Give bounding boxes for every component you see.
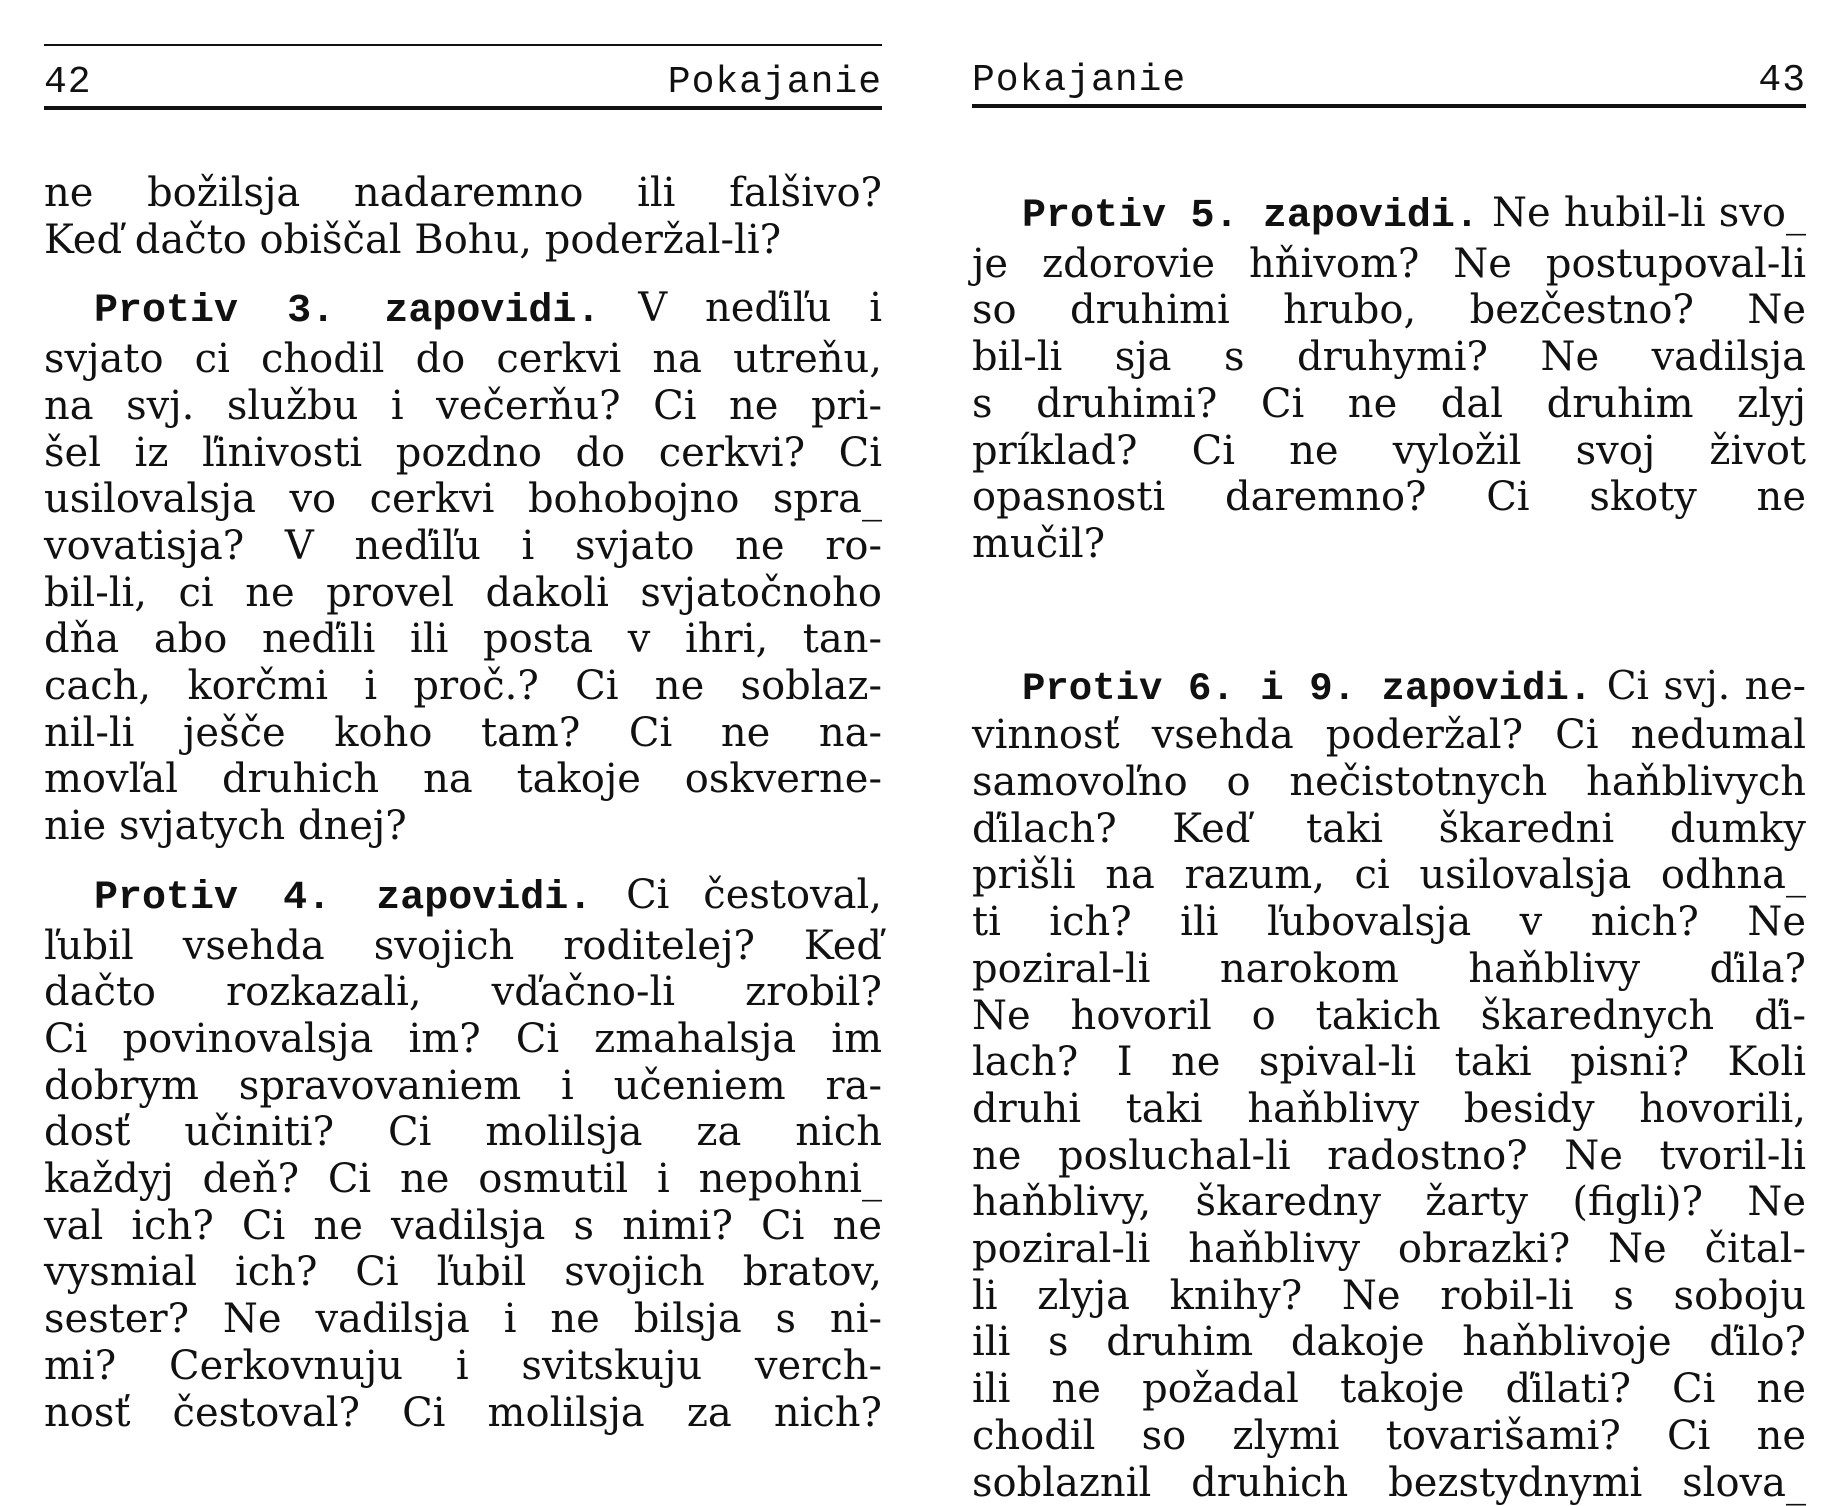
text-line: [972, 664, 1806, 713]
left-page-body: [44, 170, 882, 1436]
lead-rest: Ci čestoval,: [626, 871, 882, 918]
right-page-header: [972, 44, 1806, 108]
text-line: [972, 190, 1806, 241]
lead-rest: Ne hubil-li svo_: [1492, 190, 1807, 236]
text-line: soblaznil druhich bezstydnymi slova_: [972, 1459, 1806, 1506]
text-line: ne božilsja nadaremno ili falšivo?: [44, 170, 882, 216]
text-line: sester? Ne vadilsja i ne bilsja s ni-: [44, 1296, 882, 1343]
text-line: Ne hovoril o takich škarednych ďi-: [972, 992, 1806, 1039]
page-number: 42: [44, 61, 92, 104]
text-line: ľubil vsehda svojich roditelej? Keď: [44, 922, 882, 969]
paragraph-commandment-3: [44, 285, 882, 849]
text-line: bil-li, ci ne provel dakoli svjatočnoho: [44, 569, 882, 616]
paragraph-lead: Protiv 6. i 9. zapovidi.: [1022, 666, 1593, 711]
text-line: movľal druhich na takoje oskverne-: [44, 756, 882, 803]
text-line: nie svjatych dnej?: [44, 803, 407, 850]
text-line: ili s druhim dakoje haňblivoje ďilo?: [972, 1319, 1806, 1366]
text-line: dosť učiniti? Ci molilsja za nich: [44, 1109, 882, 1156]
text-line: [44, 285, 882, 336]
paragraph-commandment-4: [44, 872, 882, 1436]
text-line: chodil so zlymi tovarišami? Ci ne: [972, 1412, 1806, 1459]
text-line: každyj deň? Ci ne osmutil i nepohni_: [44, 1156, 882, 1203]
text-line: na svj. službu i večerňu? Ci ne pri-: [44, 382, 882, 429]
text-line: šel iz ľinivosti pozdno do cerkvi? Ci: [44, 429, 882, 476]
text-line: opasnosti daremno? Ci skoty ne: [972, 474, 1806, 521]
text-line: li zlyja knihy? Ne robil-li s soboju: [972, 1272, 1806, 1319]
text-line: príklad? Ci ne vyložil svoj život: [972, 427, 1806, 474]
text-line: haňblivy, škaredny žarty (figli)? Ne: [972, 1179, 1806, 1226]
text-line: prišli na razum, ci usilovalsja odhna_: [972, 852, 1806, 899]
text-line: dačto rozkazali, vďačno-li zrobil?: [44, 969, 882, 1016]
left-page-header: [44, 44, 882, 110]
text-line: mi? Cerkovnuju i svitskuju verch-: [44, 1342, 882, 1389]
text-line: s druhimi? Ci ne dal druhim zlyj: [972, 380, 1806, 427]
paragraph-commandment-6-9: [972, 664, 1806, 1506]
text-line: so druhimi hrubo, bezčestno? Ne: [972, 287, 1806, 334]
text-line: samovoľno o nečistotnych haňblivych: [972, 759, 1806, 806]
text-line: nosť čestoval? Ci molilsja za nich?: [44, 1389, 882, 1436]
right-page-body: [972, 190, 1806, 1506]
text-line: poziral-li haňblivy obrazki? Ne čital-: [972, 1226, 1806, 1273]
running-title: Pokajanie: [972, 59, 1187, 102]
text-line: vysmial ich? Ci ľubil svojich bratov,: [44, 1249, 882, 1296]
text-line: Keď dačto obiščal Bohu, poderžal-li?: [44, 216, 782, 263]
text-line: vovatisja? V neďiľu i svjato ne ro-: [44, 522, 882, 569]
lead-rest: V neďiľu i: [638, 285, 882, 332]
text-line: vinnosť vsehda poderžal? Ci nedumal: [972, 712, 1806, 759]
running-title: Pokajanie: [667, 61, 882, 104]
paragraph-lead: Protiv 3. zapovidi.: [94, 289, 601, 335]
paragraph-continuation: [44, 170, 882, 263]
text-line: druhi taki haňblivy besidy hovorili,: [972, 1085, 1806, 1132]
page-number: 43: [1758, 59, 1806, 102]
text-line: [44, 872, 882, 923]
text-line: cach, korčmi i proč.? Ci ne soblaz-: [44, 663, 882, 710]
paragraph-lead: Protiv 4. zapovidi.: [94, 875, 593, 921]
text-line: nil-li ješče koho tam? Ci ne na-: [44, 709, 882, 756]
text-line: usilovalsja vo cerkvi bohobojno spra_: [44, 476, 882, 523]
paragraph-lead: Protiv 5. zapovidi.: [1022, 194, 1479, 239]
text-line: ne posluchal-li radostno? Ne tvoril-li: [972, 1132, 1806, 1179]
paragraph-commandment-5: [972, 190, 1806, 568]
text-line: ili ne požadal takoje ďilati? Ci ne: [972, 1366, 1806, 1413]
text-line: bil-li sja s druhymi? Ne vadilsja: [972, 334, 1806, 381]
text-line: Ci povinovalsja im? Ci zmahalsja im: [44, 1015, 882, 1062]
text-line: svjato ci chodil do cerkvi na utreňu,: [44, 336, 882, 383]
text-line: dňa abo neďili ili posta v ihri, tan-: [44, 616, 882, 663]
text-line: val ich? Ci ne vadilsja s nimi? Ci ne: [44, 1202, 882, 1249]
text-line: lach? I ne spival-li taki pisni? Koli: [972, 1039, 1806, 1086]
lead-rest: Ci svj. ne-: [1606, 663, 1806, 709]
text-line: poziral-li narokom haňblivy ďila?: [972, 945, 1806, 992]
text-line: dobrym spravovaniem i učeniem ra-: [44, 1062, 882, 1109]
text-line: je zdorovie hňivom? Ne postupoval-li: [972, 240, 1806, 287]
text-line: ti ich? ili ľubovalsja v nich? Ne: [972, 899, 1806, 946]
text-line: ďilach? Keď taki škaredni dumky: [972, 805, 1806, 852]
text-line: mučil?: [972, 520, 1106, 567]
